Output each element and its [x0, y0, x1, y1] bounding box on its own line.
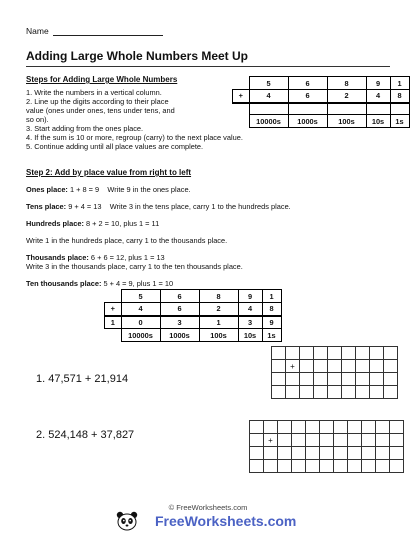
name-field[interactable]	[26, 26, 163, 36]
step-line: 4. If the sum is 10 or more, regroup (carry) to the next place value.	[26, 133, 243, 142]
digit-cell: 6	[160, 303, 199, 316]
place-label: 10s	[366, 115, 390, 128]
ones-line	[26, 185, 191, 194]
digit-cell: 8	[327, 77, 366, 90]
plus-sign: +	[233, 90, 250, 103]
digit-cell: 2	[199, 303, 238, 316]
hundreds-line	[26, 219, 159, 228]
plus-sign: +	[264, 434, 278, 447]
digit-cell: 9	[238, 290, 262, 303]
digit-cell: 4	[249, 90, 288, 103]
ones-eq: 1 + 8 = 9	[69, 185, 100, 194]
step-line: 1. Write the numbers in a vertical column.	[26, 88, 162, 97]
sum-digit: 3	[160, 316, 199, 329]
sum-digit: 3	[238, 316, 262, 329]
thousands-eq: 6 + 6 = 12, plus 1 = 13	[90, 253, 165, 262]
step-line: value (ones under ones, tens under tens, and	[26, 106, 175, 115]
brand-logo-text[interactable]: FreeWorksheets.com	[155, 513, 297, 529]
example-table	[232, 76, 410, 128]
digit-cell: 4	[121, 303, 160, 316]
digit-cell: 8	[262, 303, 281, 316]
place-label: 1s	[390, 115, 409, 128]
steps-heading: Steps for Adding Large Whole Numbers	[26, 75, 178, 84]
step-line: so on).	[26, 115, 49, 124]
copyright-text: © FreeWorksheets.com	[168, 503, 248, 512]
digit-cell: 4	[238, 303, 262, 316]
step-line: 5. Continue adding until all place values are complete.	[26, 142, 204, 151]
sum-digit: 0	[121, 316, 160, 329]
tenk-label: Ten thousands place:	[26, 279, 102, 288]
name-underline	[53, 27, 163, 36]
tens-eq: 9 + 4 = 13	[68, 202, 102, 211]
title-divider	[26, 66, 390, 67]
step2-heading: Step 2: Add by place value from right to left	[26, 168, 192, 177]
tens-label: Tens place:	[26, 202, 67, 211]
place-label: 1000s	[160, 329, 199, 342]
digit-cell: 6	[288, 77, 327, 90]
thousands-note: Write 3 in the thousands place, carry 1 to the ten thousands place.	[26, 262, 243, 271]
sum-digit: 9	[262, 316, 281, 329]
place-label: 10s	[238, 329, 262, 342]
tenk-line	[26, 279, 173, 288]
hundreds-label: Hundreds place:	[26, 219, 84, 228]
digit-cell: 1	[390, 77, 409, 90]
digit-cell: 2	[327, 90, 366, 103]
digit-cell: 5	[249, 77, 288, 90]
step-line: 3. Start adding from the ones place.	[26, 124, 144, 133]
ones-label: Ones place:	[26, 185, 68, 194]
digit-cell: 6	[288, 90, 327, 103]
tenk-eq: 5 + 4 = 9, plus 1 = 10	[103, 279, 174, 288]
digit-cell: 9	[366, 77, 390, 90]
digit-cell: 5	[121, 290, 160, 303]
plus-sign: +	[286, 360, 300, 373]
page-title: Adding Large Whole Numbers Meet Up	[26, 49, 249, 63]
tens-line	[26, 202, 291, 211]
answer-grid-1[interactable]	[271, 346, 398, 399]
tens-note: Write 3 in the tens place, carry 1 to the hundreds place.	[109, 202, 291, 211]
digit-cell: 8	[199, 290, 238, 303]
place-label: 100s	[199, 329, 238, 342]
panda-logo-icon	[116, 511, 138, 531]
problem-2-text: 2. 524,148 + 37,827	[36, 429, 135, 441]
ones-note: Write 9 in the ones place.	[107, 185, 191, 194]
place-label: 10000s	[121, 329, 160, 342]
place-label: 100s	[327, 115, 366, 128]
answer-grid-2[interactable]	[249, 420, 404, 473]
hundreds-note: Write 1 in the hundreds place, carry 1 to the thousands place.	[26, 236, 228, 245]
step-line: 2. Line up the digits according to their place	[26, 97, 169, 106]
digit-cell: 8	[390, 90, 409, 103]
digit-cell: 4	[366, 90, 390, 103]
digit-cell: 6	[160, 290, 199, 303]
thousands-label: Thousands place:	[26, 253, 89, 262]
place-label: 1s	[262, 329, 281, 342]
name-label: Name	[26, 26, 49, 36]
carry-digit: 1	[105, 316, 122, 329]
plus-sign: +	[105, 303, 122, 316]
digit-cell: 1	[262, 290, 281, 303]
place-label: 10000s	[249, 115, 288, 128]
sum-digit: 1	[199, 316, 238, 329]
hundreds-eq: 8 + 2 = 10, plus 1 = 11	[85, 219, 160, 228]
result-table	[104, 289, 282, 342]
steps-list	[26, 88, 243, 151]
place-label: 1000s	[288, 115, 327, 128]
thousands-line	[26, 253, 165, 262]
problem-1-text: 1. 47,571 + 21,914	[36, 373, 129, 385]
